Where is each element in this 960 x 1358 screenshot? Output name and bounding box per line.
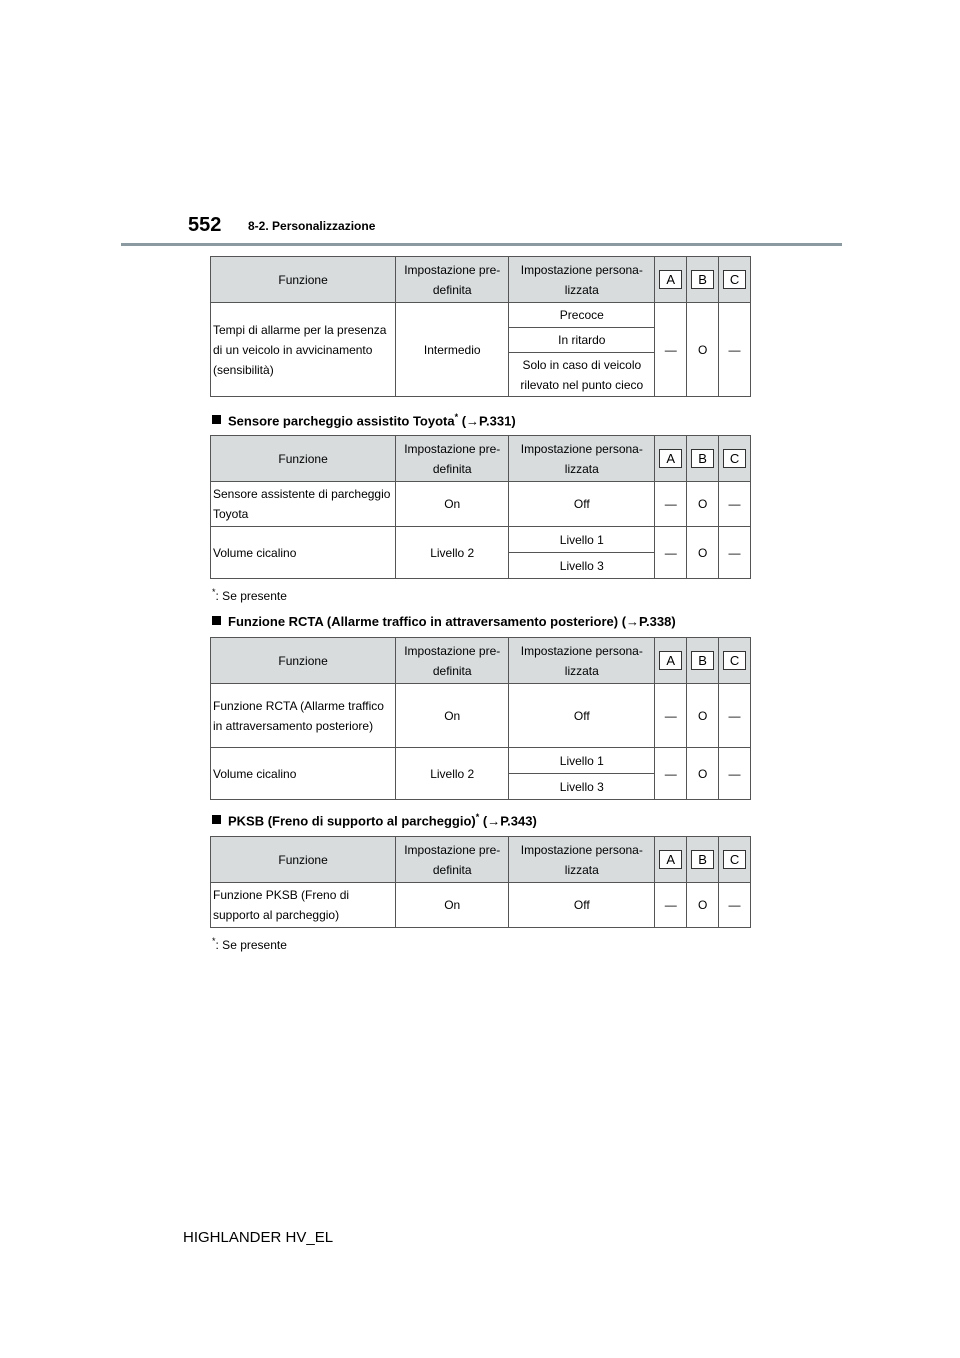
cell-function: Funzione PKSB (Freno di supporto al parcheggio) (211, 883, 396, 928)
cell-option: Livello 1 (509, 748, 655, 774)
col-header-a: A (655, 436, 687, 482)
col-header-a: A (655, 257, 687, 303)
col-header-b: B (687, 257, 719, 303)
cell-b: O (687, 883, 719, 928)
section-title: 8-2. Personalizzazione (248, 219, 376, 233)
settings-table-blind-spot (210, 256, 751, 397)
col-header-b: B (687, 638, 719, 684)
cell-b: O (687, 684, 719, 748)
col-header-custom: Impostazione persona-lizzata (509, 257, 655, 303)
cell-b: O (687, 303, 719, 397)
cell-function: Volume cicalino (211, 748, 396, 800)
cell-default: Livello 2 (396, 748, 509, 800)
col-header-default: Impostazione pre-definita (396, 837, 509, 883)
section-heading-pksb: PKSB (Freno di supporto al parcheggio)* (→P.343) (212, 812, 537, 828)
settings-table-rcta (210, 637, 751, 800)
cell-option: Off (509, 684, 655, 748)
bullet-square-icon (212, 616, 221, 625)
cell-b: O (687, 748, 719, 800)
cell-a: — (655, 883, 687, 928)
section-heading-parking-sensor: Sensore parcheggio assistito Toyota* (→P.331) (212, 412, 516, 428)
cell-a: — (655, 303, 687, 397)
cell-c: — (719, 883, 751, 928)
page-number: 552 (188, 214, 222, 236)
cell-option: Livello 3 (509, 774, 655, 800)
col-header-c: C (719, 257, 751, 303)
cell-b: O (687, 527, 719, 579)
col-header-custom: Impostazione persona-lizzata (509, 436, 655, 482)
col-header-funzione: Funzione (211, 638, 396, 684)
cell-function: Volume cicalino (211, 527, 396, 579)
settings-table-parking-sensor (210, 435, 751, 579)
cell-c: — (719, 482, 751, 527)
col-header-a: A (655, 638, 687, 684)
cell-option: Off (509, 883, 655, 928)
cell-default: On (396, 684, 509, 748)
footer-model-label: HIGHLANDER HV_EL (183, 1229, 334, 1246)
cell-function: Funzione RCTA (Allarme traffico in attraversamento posteriore) (211, 684, 396, 748)
cell-default: On (396, 482, 509, 527)
cell-b: O (687, 482, 719, 527)
col-header-funzione: Funzione (211, 837, 396, 883)
header-divider (121, 243, 842, 246)
cell-option: Off (509, 482, 655, 527)
col-header-custom: Impostazione persona-lizzata (509, 638, 655, 684)
col-header-b: B (687, 436, 719, 482)
col-header-default: Impostazione pre-definita (396, 638, 509, 684)
cell-option: Precoce (509, 303, 655, 328)
footnote: *: Se presente (212, 587, 287, 603)
cell-c: — (719, 748, 751, 800)
cell-a: — (655, 527, 687, 579)
col-header-default: Impostazione pre-definita (396, 257, 509, 303)
cell-default: Livello 2 (396, 527, 509, 579)
settings-table-pksb (210, 836, 751, 928)
cell-a: — (655, 748, 687, 800)
cell-default: Intermedio (396, 303, 509, 397)
cell-option: Livello 3 (509, 553, 655, 579)
col-header-default: Impostazione pre-definita (396, 436, 509, 482)
footnote: *: Se presente (212, 936, 287, 952)
cell-c: — (719, 303, 751, 397)
cell-option: In ritardo (509, 328, 655, 353)
col-header-b: B (687, 837, 719, 883)
section-heading-rcta: Funzione RCTA (Allarme traffico in attraversamento posteriore) (→P.338) (212, 614, 676, 629)
cell-default: On (396, 883, 509, 928)
cell-option: Solo in caso di veicolo rilevato nel punto cieco (509, 353, 655, 397)
col-header-c: C (719, 837, 751, 883)
col-header-c: C (719, 436, 751, 482)
cell-a: — (655, 482, 687, 527)
cell-a: — (655, 684, 687, 748)
cell-function: Tempi di allarme per la presenza di un veicolo in avvicinamento (sensibilità) (211, 303, 396, 397)
cell-c: — (719, 684, 751, 748)
col-header-funzione: Funzione (211, 436, 396, 482)
cell-c: — (719, 527, 751, 579)
bullet-square-icon (212, 815, 221, 824)
bullet-square-icon (212, 415, 221, 424)
col-header-c: C (719, 638, 751, 684)
col-header-a: A (655, 837, 687, 883)
col-header-custom: Impostazione persona-lizzata (509, 837, 655, 883)
col-header-funzione: Funzione (211, 257, 396, 303)
cell-function: Sensore assistente di parcheggio Toyota (211, 482, 396, 527)
cell-option: Livello 1 (509, 527, 655, 553)
